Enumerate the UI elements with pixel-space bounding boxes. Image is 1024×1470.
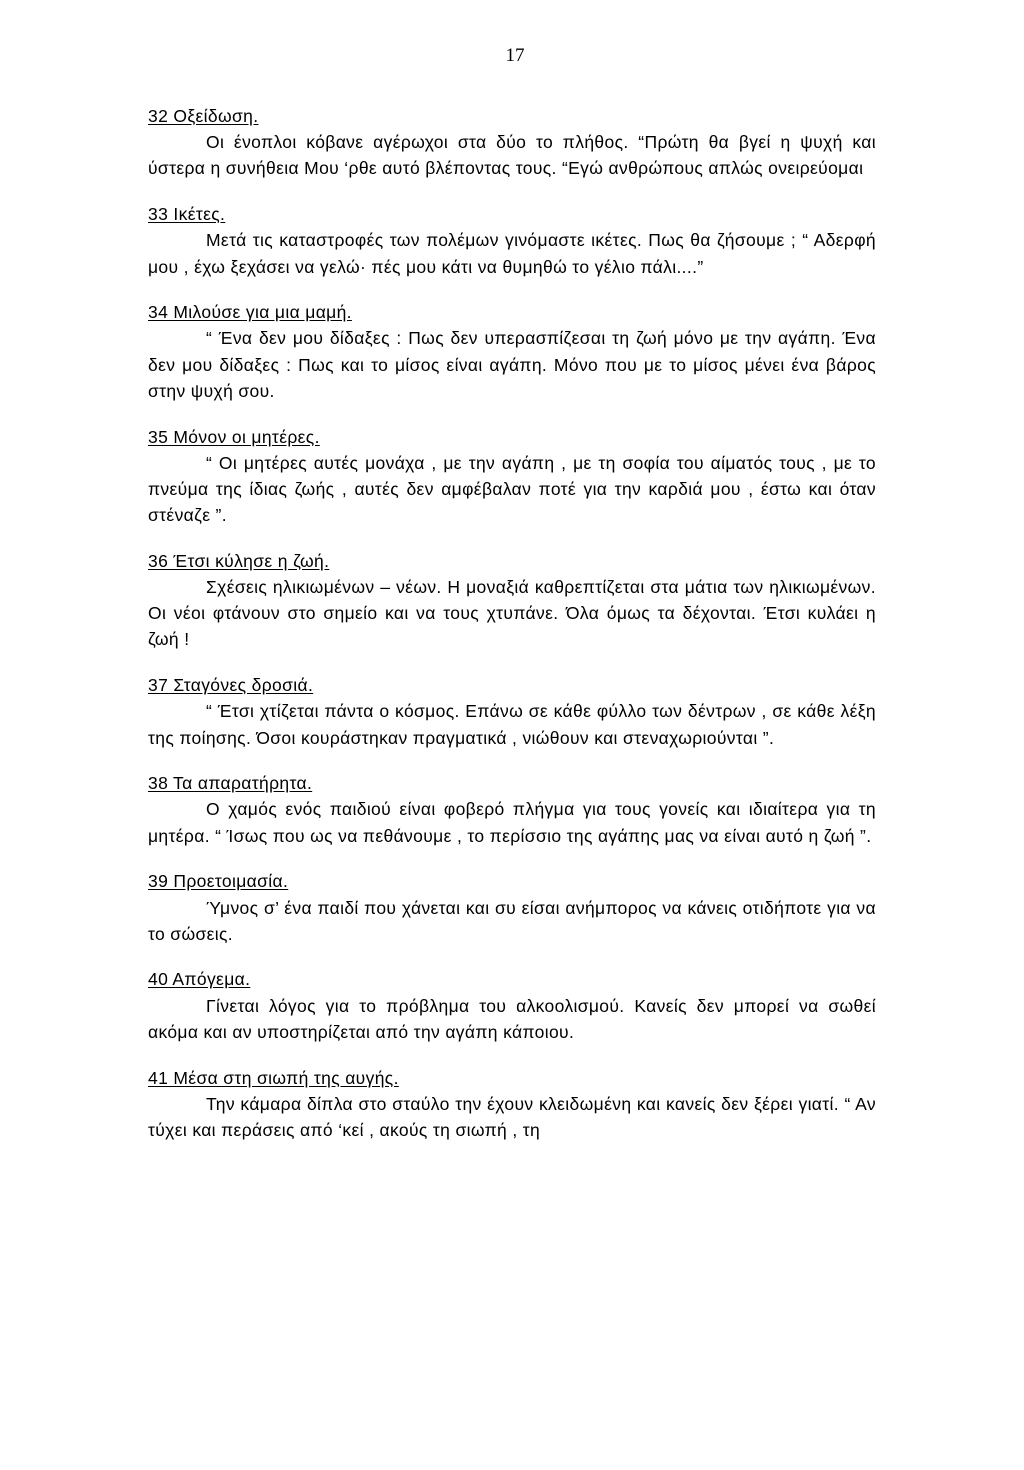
entry-text: “ Οι μητέρες αυτές μονάχα , με την αγάπη , με τη σοφία του αίματός τους , με το πνεύμα της ίδιας ζωής , αυτές δεν αμφέβαλαν ποτέ για την καρδιά μου , έστω και όταν στέναζε ”.	[148, 452, 876, 526]
document-body	[148, 103, 876, 1163]
entry-title: 34 Μιλούσε για μια μαμή.	[148, 302, 352, 323]
entry-title: 33 Ικέτες.	[148, 204, 226, 225]
entry-title: 35 Μόνον οι μητέρες.	[148, 426, 320, 447]
entry-text: Ο χαμός ενός παιδιού είναι φοβερό πλήγμα για τους γονείς και ιδιαίτερα για τη μητέρα. “ Ίσως που ως να πεθάνουμε , το περίσσιο της αγάπης μας να είναι αυτό η ζωή ”.	[148, 799, 876, 846]
entry-32	[148, 103, 876, 182]
entry-text: Μετά τις καταστροφές των πολέμων γινόμαστε ικέτες. Πως θα ζήσουμε ; “ Αδερφή μου , έχω ξεχάσει να γελώ· πές μου κάτι να θυμηθώ το γέλιο πάλι....”	[148, 230, 876, 277]
entry-title: 40 Απόγεμα.	[148, 969, 251, 990]
entry-38	[148, 770, 876, 849]
entry-34	[148, 299, 876, 404]
entry-title: 37 Σταγόνες δροσιά.	[148, 675, 314, 696]
entry-40	[148, 966, 876, 1045]
entry-title: 39 Προετοιμασία.	[148, 871, 289, 892]
entry-39	[148, 868, 876, 947]
entry-title: 32 Οξείδωση.	[148, 106, 259, 126]
entry-33	[148, 201, 876, 280]
entry-title: 36 Έτσι κύλησε η ζωή.	[148, 550, 330, 571]
entry-37	[148, 672, 876, 751]
entry-text: Σχέσεις ηλικιωμένων – νέων. Η μοναξιά καθρεπτίζεται στα μάτια των ηλικιωμένων. Οι νέοι φτάνουν στο σημείο και να τους χτυπάνε. Όλα όμως τα δέχονται. Έτσι κυλάει η ζωή !	[148, 577, 876, 650]
entry-text: Γίνεται λόγος για το πρόβλημα του αλκοολισμού. Κανείς δεν μπορεί να σωθεί ακόμα και αν υποστηρίζεται από την αγάπη κάποιου.	[148, 995, 876, 1042]
page-number: 17	[505, 45, 525, 66]
entry-text: Οι ένοπλοι κόβανε αγέρωχοι στα δύο το πλήθος. “Πρώτη θα βγεί η ψυχή και ύστερα η συνήθεια Μου ‘ρθε αυτό βλέποντας τους. “Εγώ ανθρώπους απλώς ονειρεύομαι	[148, 132, 876, 179]
entry-title: 41 Μέσα στη σιωπή της αυγής.	[148, 1067, 399, 1088]
entry-text: “ Έτσι χτίζεται πάντα ο κόσμος. Επάνω σε κάθε φύλλο των δέντρων , σε κάθε λέξη της ποίησης. Όσοι κουράστηκαν πραγματικά , νιώθουν και στεναχωριούνται ”.	[148, 701, 876, 748]
entry-36	[148, 548, 876, 653]
entry-text: Την κάμαρα δίπλα στο σταύλο την έχουν κλειδωμένη και κανείς δεν ξέρει γιατί. “ Αν τύχει και περάσεις από ‘κεί , ακούς τη σιωπή , τη	[148, 1093, 876, 1140]
entry-title: 38 Τα απαρατήρητα.	[148, 773, 313, 794]
entry-text: Ύμνος σ’ ένα παιδί που χάνεται και συ είσαι ανήμπορος να κάνεις οτιδήποτε για να το σώσεις.	[148, 897, 876, 944]
entry-text: “ Ένα δεν μου δίδαξες : Πως δεν υπερασπίζεσαι τη ζωή μόνο με την αγάπη. Ένα δεν μου δίδαξες : Πως και το μίσος είναι αγάπη. Μόνο που με το μίσος μένει ένα βάρος στην ψυχή σου.	[148, 328, 876, 401]
entry-41	[148, 1065, 876, 1144]
entry-35	[148, 424, 876, 529]
